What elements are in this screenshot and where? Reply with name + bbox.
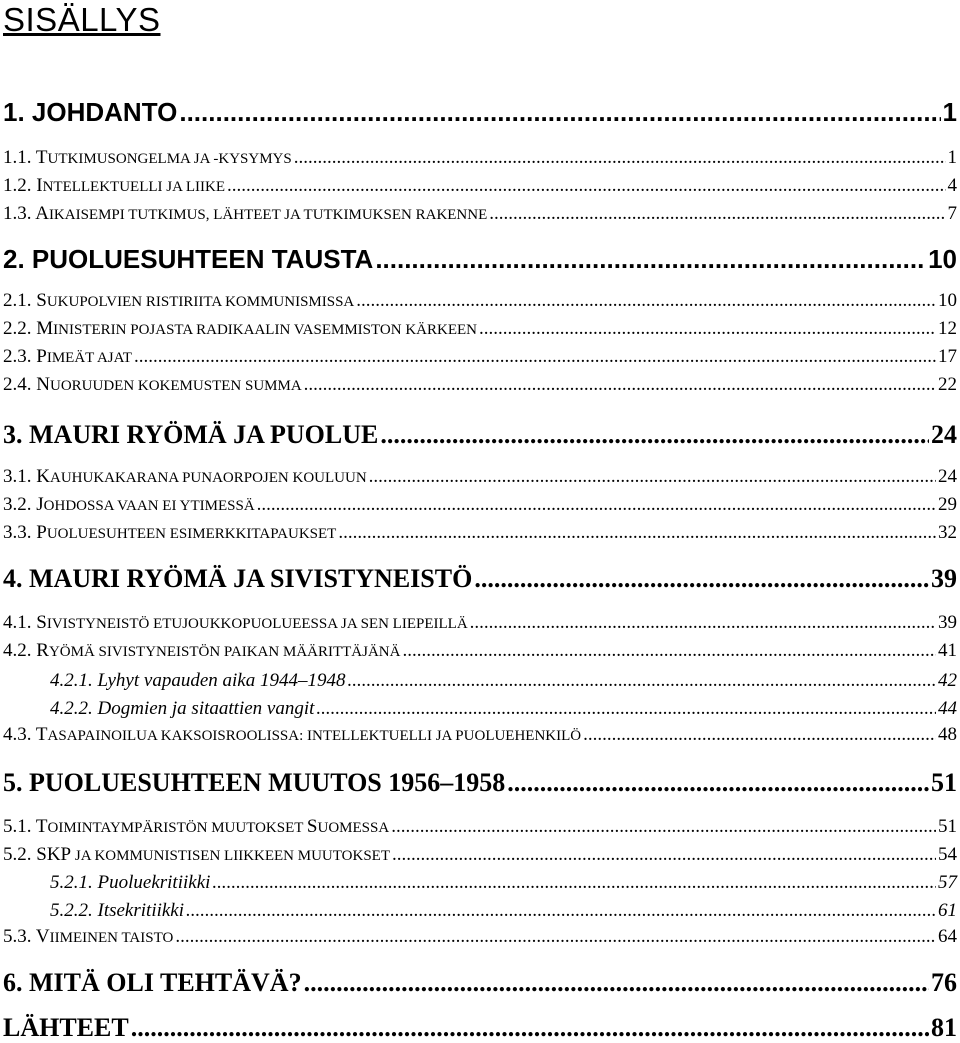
dot-leader: [402, 640, 936, 662]
toc-entry-smallcaps: UOLUESUHTEEN ESIMERKKITAPAUKSET: [46, 526, 337, 542]
toc-page-number: 39: [931, 564, 957, 593]
toc-entry-level-1[interactable]: [3, 1013, 957, 1043]
toc-entry-text: Puoluekritiikki: [97, 872, 211, 893]
toc-entry-level-2[interactable]: [3, 175, 957, 198]
toc-entry-smallcaps: NTELLEKTUELLI JA LIIKE: [42, 179, 226, 195]
toc-entry-label: [3, 724, 581, 747]
toc-entry-number: 5.2.1.: [50, 872, 98, 893]
toc-entry-label: [3, 522, 336, 545]
dot-leader: [304, 968, 929, 998]
toc-entry-label: [3, 844, 390, 867]
dot-leader: [479, 318, 936, 340]
toc-page-number: 1: [947, 147, 957, 168]
toc-entry-level-1[interactable]: [3, 968, 957, 998]
toc-entry-number: 4.: [3, 564, 29, 593]
toc-page-number: 51: [931, 768, 957, 797]
toc-page-number: 22: [938, 374, 957, 395]
toc-entry-level-2[interactable]: [3, 522, 957, 545]
toc-entry-level-1[interactable]: [3, 768, 957, 798]
toc-entry-label: [3, 816, 389, 839]
dot-leader: [489, 203, 945, 225]
toc-entry-level-2[interactable]: [3, 466, 957, 489]
toc-page-number: 24: [931, 420, 957, 449]
dot-leader: [294, 147, 946, 169]
toc-entry-number: 5.3.: [3, 926, 36, 947]
toc-entry-label: [3, 768, 505, 798]
toc-entry-level-2[interactable]: [3, 203, 957, 226]
toc-entry-initial: S: [36, 612, 47, 633]
toc-entry-text: MAURI RYÖMÄ JA SIVISTYNEISTÖ: [29, 564, 473, 593]
dot-leader: [375, 244, 926, 274]
toc-entry-level-3[interactable]: [50, 670, 957, 692]
toc-page-number: 24: [938, 466, 957, 487]
toc-entry-text: Dogmien ja sitaattien vangit: [97, 698, 315, 719]
toc-entry-text: MITÄ OLI TEHTÄVÄ?: [29, 968, 302, 997]
toc-entry-smallcaps: ASAPAINOILUA KAKSOISROOLISSA: INTELLEKTUELLI JA PUOLUEHENKILÖ: [47, 728, 582, 744]
toc-entry-label: [3, 640, 400, 663]
page-title: SISÄLLYS: [3, 1, 161, 38]
dot-leader: [131, 1013, 929, 1043]
toc-entry-level-2[interactable]: [3, 640, 957, 663]
toc-entry-number: 2.4.: [3, 374, 37, 395]
toc-entry-number: 4.3.: [3, 724, 36, 745]
toc-entry-smallcaps: IIMEINEN TAISTO: [49, 930, 174, 946]
toc-entry-level-2[interactable]: [3, 374, 957, 397]
toc-page-number: 57: [938, 872, 957, 893]
toc-entry-text: JOHDANTO: [31, 97, 178, 127]
toc-entry-label: [3, 290, 354, 313]
toc-entry-initial: S: [36, 290, 47, 311]
toc-entry-label: [50, 670, 345, 692]
dot-leader: [179, 97, 940, 127]
toc-entry-smallcaps: OIMINTAYMPÄRISTÖN MUUTOKSET: [47, 820, 307, 836]
dot-leader: [470, 612, 936, 634]
toc-entry-level-2[interactable]: [3, 346, 957, 369]
dot-leader: [257, 494, 936, 516]
toc-entry-label: [3, 175, 225, 198]
toc-page-number: 48: [938, 724, 957, 745]
toc-entry-number: 2.1.: [3, 290, 37, 311]
toc-entry-initial: J: [36, 494, 44, 515]
toc-entry-initial: T: [35, 816, 48, 837]
toc-entry-level-1[interactable]: [3, 420, 957, 450]
toc-entry-label: [3, 244, 373, 274]
toc-entry-level-1[interactable]: [3, 244, 957, 274]
toc-entry-label: [3, 968, 302, 998]
toc-entry-level-2[interactable]: [3, 724, 957, 747]
toc-entry-level-2[interactable]: [3, 926, 957, 949]
toc-entry-initial: T: [35, 724, 48, 745]
toc-entry-level-2[interactable]: [3, 494, 957, 517]
toc-entry-number: 1.3.: [3, 203, 36, 224]
toc-entry-level-2[interactable]: [3, 290, 957, 313]
toc-page-number: 44: [938, 698, 957, 719]
toc-entry-initial: I: [36, 175, 43, 196]
dot-leader: [583, 724, 936, 746]
toc-entry-level-3[interactable]: [50, 872, 957, 894]
toc-entry-label: [50, 900, 184, 922]
toc-entry-initial: M: [36, 318, 54, 339]
toc-entry-level-3[interactable]: [50, 900, 957, 922]
dot-leader: [134, 346, 936, 368]
dot-leader: [356, 290, 936, 312]
toc-entry-label: [3, 612, 468, 635]
toc-page-number: 10: [928, 244, 957, 274]
toc-entry-initial: P: [36, 522, 47, 543]
toc-entry-label: [50, 698, 314, 720]
toc-page-number: 42: [938, 670, 957, 691]
toc-entry-level-2[interactable]: [3, 844, 957, 867]
toc-entry-number: 1.1.: [3, 147, 36, 168]
dot-leader: [304, 374, 936, 396]
toc-entry-number: 3.2.: [3, 494, 37, 515]
toc-entry-label: [50, 872, 210, 894]
dot-leader: [391, 816, 936, 838]
toc-entry-level-2[interactable]: [3, 147, 957, 170]
toc-entry-smallcaps: IKAISEMPI TUTKIMUS, LÄHTEET JA TUTKIMUKSEN RAKENNE: [48, 207, 488, 223]
toc-entry-smallcaps: JA KOMMUNISTISEN LIIKKEEN MUUTOKSET: [71, 848, 390, 864]
toc-entry-initial: A: [35, 203, 49, 224]
toc-entry-text: Lyhyt vapauden aika 1944–1948: [97, 670, 346, 691]
toc-entry-smallcaps: UTKIMUSONGELMA JA -KYSYMYS: [47, 151, 292, 167]
toc-entry-label: [3, 147, 292, 170]
toc-entry-text: PUOLUESUHTEEN TAUSTA: [31, 244, 374, 274]
toc-entry-number: 2.3.: [3, 346, 37, 367]
toc-entry-level-2[interactable]: [3, 612, 957, 635]
toc-entry-smallcaps: YÖMÄ SIVISTYNEISTÖN PAIKAN MÄÄRITTÄJÄNÄ: [48, 644, 401, 660]
toc-entry-initial: SKP: [36, 844, 72, 865]
toc-entry-number: 3.1.: [3, 466, 37, 487]
toc-page-number: 76: [931, 968, 957, 997]
toc-entry-initial: R: [36, 640, 49, 661]
toc-entry-number: 3.: [3, 420, 29, 449]
toc-entry-number: 5.1.: [3, 816, 36, 837]
toc-entry-level-1[interactable]: [3, 564, 957, 594]
toc-entry-smallcaps: AUHUKAKARANA PUNAORPOJEN KOULUUN: [49, 470, 367, 486]
toc-entry-initial: S: [306, 816, 318, 837]
toc-page-number: 39: [938, 612, 957, 633]
toc-entry-number: 1.: [3, 97, 32, 127]
dot-leader: [316, 698, 936, 720]
toc-entry-text: LÄHTEET: [3, 1013, 129, 1042]
toc-entry-number: 5.2.: [3, 844, 37, 865]
toc-entry-label: [3, 466, 367, 489]
dot-leader: [369, 466, 936, 488]
toc-entry-label: [3, 318, 477, 341]
toc-page-number: 32: [938, 522, 957, 543]
toc-page-number: 81: [931, 1013, 957, 1042]
toc-entry-label: [3, 346, 132, 369]
toc-entry-initial: K: [36, 466, 50, 487]
dot-leader: [474, 564, 929, 594]
toc-entry-level-2[interactable]: [3, 318, 957, 341]
toc-page-number: 51: [938, 816, 957, 837]
toc-entry-number: 4.2.1.: [50, 670, 98, 691]
toc-entry-number: 4.1.: [3, 612, 37, 633]
toc-entry-label: [3, 420, 378, 450]
dot-leader: [186, 900, 936, 922]
dot-leader: [392, 844, 936, 866]
toc-page-number: 17: [938, 346, 957, 367]
toc-entry-initial: V: [35, 926, 50, 947]
toc-entry-number: 3.3.: [3, 522, 37, 543]
toc-entry-level-1[interactable]: [3, 97, 957, 127]
toc-entry-number: 4.2.2.: [50, 698, 98, 719]
toc-entry-level-2[interactable]: [3, 816, 957, 839]
toc-entry-text: PUOLUESUHTEEN MUUTOS 1956–1958: [29, 768, 506, 797]
toc-page-number: 61: [938, 900, 957, 921]
toc-page-number: 7: [947, 203, 957, 224]
dot-leader: [175, 926, 936, 948]
toc-page-number: 64: [938, 926, 957, 947]
toc-entry-number: 5.: [3, 768, 29, 797]
toc-entry-label: [3, 926, 173, 949]
toc-entry-number: 1.2.: [3, 175, 37, 196]
toc-entry-label: [3, 564, 472, 594]
toc-entry-smallcaps: INISTERIN POJASTA RADIKAALIN VASEMMISTON KÄRKEEN: [53, 322, 477, 338]
dot-leader: [227, 175, 945, 197]
toc-entry-smallcaps: IVISTYNEISTÖ ETUJOUKKOPUOLUEESSA JA SEN LIEPEILLÄ: [46, 616, 468, 632]
toc-entry-label: [3, 97, 177, 127]
toc-page-number: 54: [938, 844, 957, 865]
toc-entry-number: 4.2.: [3, 640, 37, 661]
toc-page-number: 1: [942, 97, 957, 127]
toc-entry-initial: T: [35, 147, 48, 168]
toc-entry-label: [3, 1013, 129, 1043]
toc-entry-level-3[interactable]: [50, 698, 957, 720]
toc-entry-label: [3, 203, 487, 226]
toc-entry-text: MAURI RYÖMÄ JA PUOLUE: [29, 420, 379, 449]
toc-entry-text: Itsekritiikki: [97, 900, 185, 921]
toc-entry-number: 2.: [3, 244, 32, 274]
dot-leader: [347, 670, 936, 692]
toc-entry-smallcaps: UKUPOLVIEN RISTIRIITA KOMMUNISMISSA: [46, 294, 355, 310]
toc-page-number: 41: [938, 640, 957, 661]
toc-entry-label: [3, 494, 255, 517]
toc-entry-smallcaps: UOMESSA: [317, 820, 390, 836]
toc-entry-number: 5.2.2.: [50, 900, 98, 921]
toc-page-number: 10: [938, 290, 957, 311]
toc-entry-number: 2.2.: [3, 318, 37, 339]
toc-page-number: 4: [947, 175, 957, 196]
dot-leader: [212, 872, 936, 894]
dot-leader: [380, 420, 929, 450]
dot-leader: [507, 768, 929, 798]
dot-leader: [338, 522, 936, 544]
toc-page-number: 29: [938, 494, 957, 515]
toc-page-number: 12: [938, 318, 957, 339]
toc-entry-label: [3, 374, 302, 397]
toc-entry-smallcaps: UORUUDEN KOKEMUSTEN SUMMA: [49, 378, 302, 394]
toc-entry-smallcaps: OHDOSSA VAAN EI YTIMESSÄ: [43, 498, 255, 514]
toc-entry-initial: N: [36, 374, 50, 395]
toc-entry-initial: P: [36, 346, 47, 367]
toc-entry-number: 6.: [3, 968, 29, 997]
toc-entry-smallcaps: IMEÄT AJAT: [46, 350, 132, 366]
